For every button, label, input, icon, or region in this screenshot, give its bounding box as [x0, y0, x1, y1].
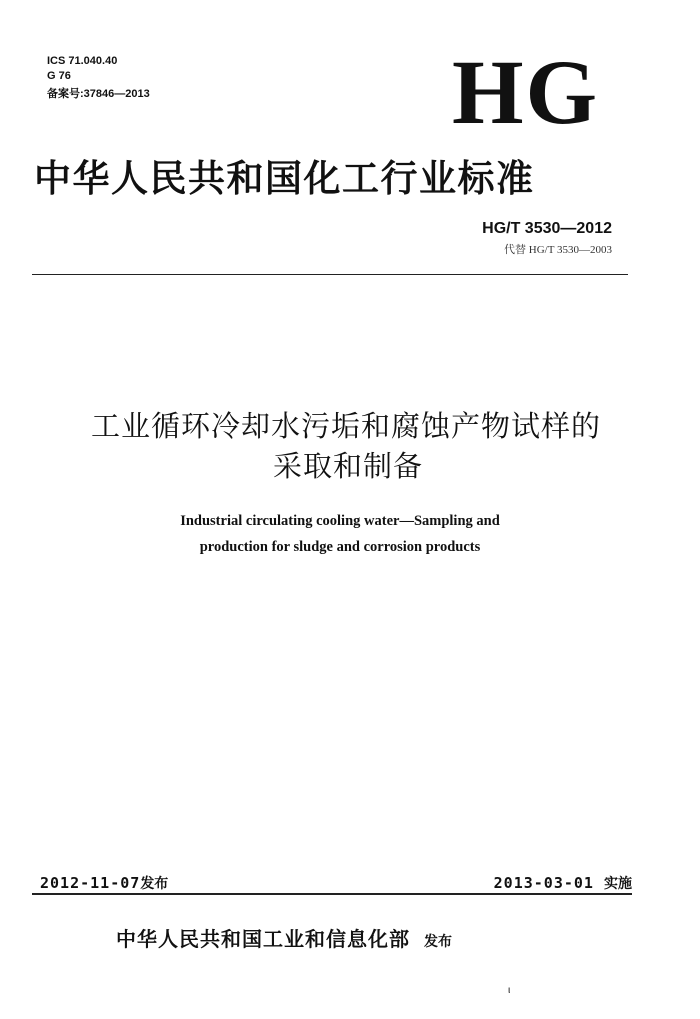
issue-date-value: 2012-11-07: [40, 874, 141, 892]
issue-date-label: 发布: [140, 876, 169, 892]
top-divider: [32, 274, 628, 275]
standard-number: HG/T 3530—2012: [482, 220, 612, 237]
issuer-name: 中华人民共和国工业和信息化部: [116, 927, 410, 951]
issuer-label: 发布: [424, 934, 452, 950]
issue-date: [40, 873, 168, 894]
replaces-standard: 代替 HG/T 3530—2003: [504, 244, 612, 256]
title-english-line-1: Industrial circulating cooling water—Sampling and: [180, 513, 500, 529]
issuer: [116, 925, 452, 956]
implementation-date-label: 实施: [604, 876, 632, 892]
classification-code: G 76: [47, 70, 71, 82]
filing-number: 备案号:37846—2013: [47, 88, 150, 100]
title-english-line-2: production for sludge and corrosion products: [199, 539, 481, 555]
bottom-divider: [32, 893, 632, 895]
implementation-date-value: 2013-03-01: [493, 874, 594, 892]
title-chinese-line-2: 采取和制备: [272, 449, 423, 483]
implementation-date: [494, 873, 632, 894]
page-mark: ι: [508, 985, 511, 996]
ics-code: ICS 71.040.40: [47, 55, 118, 67]
title-chinese-line-1: 工业循环冷却水污垢和腐蚀产物试样的: [90, 409, 601, 443]
organization-standard-title: 中华人民共和国化工行业标准: [34, 156, 535, 200]
hg-logo: HG: [452, 41, 600, 143]
